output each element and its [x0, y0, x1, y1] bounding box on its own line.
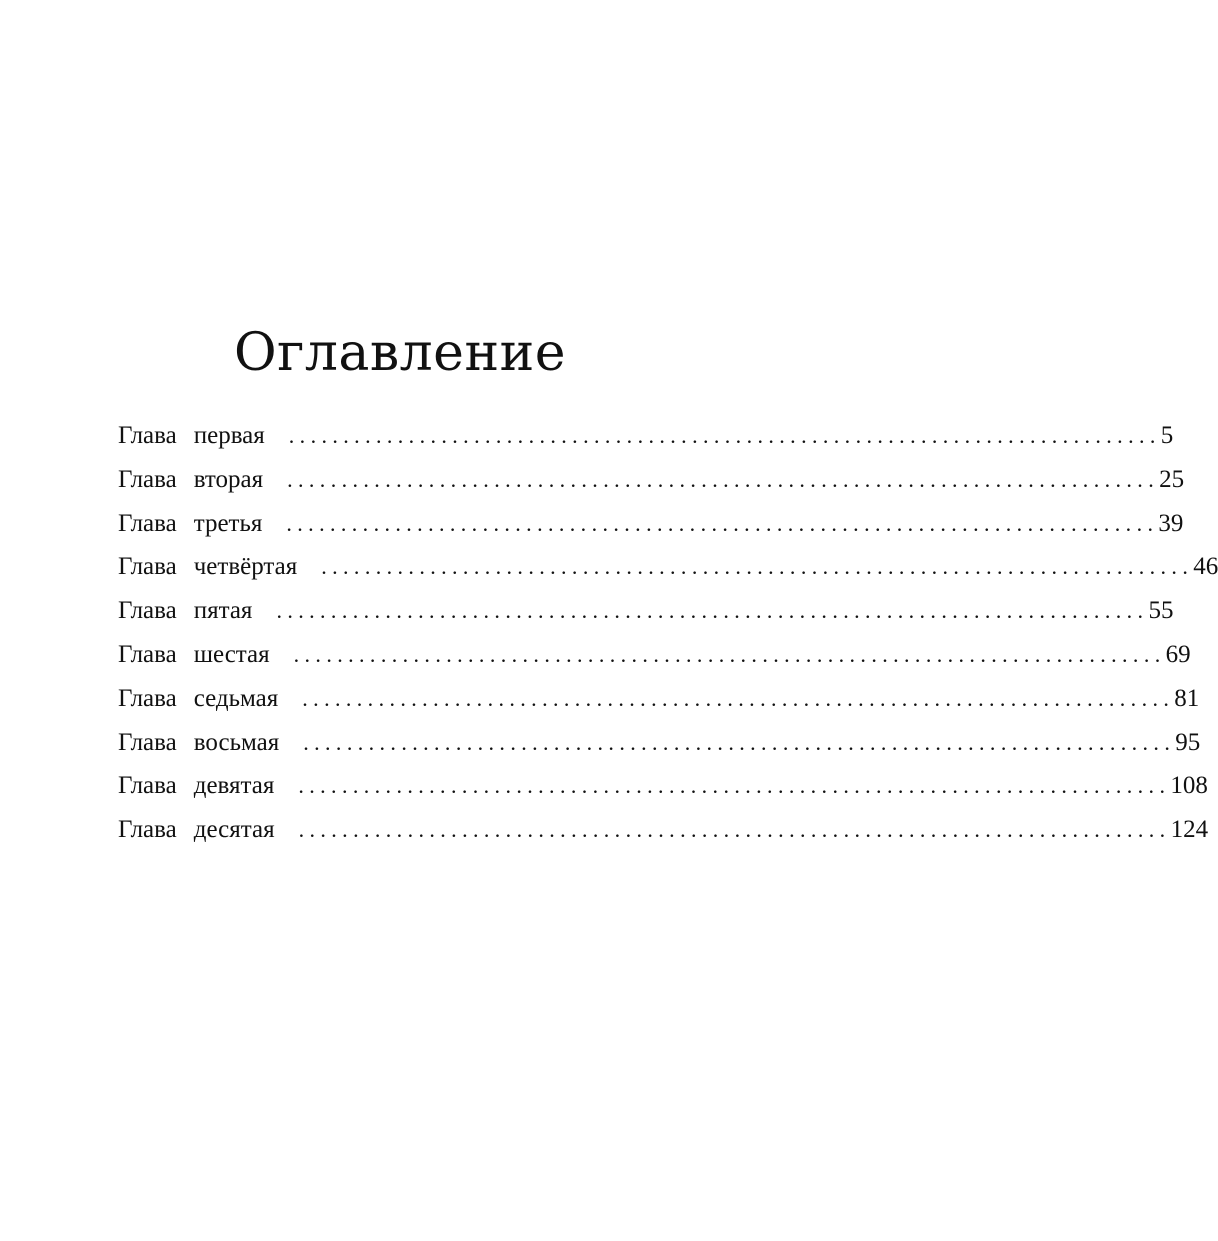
toc-chapter-word: Глава: [118, 728, 177, 756]
toc-chapter-ordinal: первая: [193, 422, 265, 449]
toc-chapter-ordinal: четвёртая: [193, 553, 298, 581]
toc-chapter-word: Глава: [118, 684, 177, 712]
toc-chapter-word: Глава: [118, 640, 177, 668]
toc-dot-leader: ................................................................................: [321, 554, 1194, 580]
toc-chapter-ordinal: вторая: [193, 465, 264, 493]
toc-chapter-word: Глава: [118, 553, 177, 581]
toc-chapter-ordinal: пятая: [193, 597, 253, 625]
toc-dot-leader: ................................................................................: [286, 510, 1159, 536]
toc-chapter-word: Глава: [118, 422, 177, 449]
toc-page-number: 25: [1159, 465, 1185, 493]
toc-entry: [118, 502, 1184, 546]
toc-entry: [118, 721, 1201, 765]
toc-chapter-word: Глава: [118, 509, 177, 537]
toc-dot-leader: ................................................................................: [298, 773, 1171, 799]
toc-dot-leader: ................................................................................: [293, 641, 1166, 667]
toc-page-number: 55: [1148, 597, 1174, 625]
toc-entry: [118, 764, 1208, 808]
toc-chapter-ordinal: девятая: [193, 772, 275, 800]
toc-page-number: 81: [1174, 684, 1200, 712]
toc-entry: [118, 458, 1185, 502]
toc-chapter-ordinal: третья: [193, 509, 263, 537]
table-of-contents: [118, 414, 1218, 852]
toc-entry: [118, 677, 1200, 721]
toc-dot-leader: ................................................................................: [303, 729, 1176, 755]
toc-page-number: 108: [1170, 772, 1208, 800]
toc-chapter-ordinal: седьмая: [193, 684, 279, 712]
toc-chapter-ordinal: шестая: [193, 640, 270, 668]
toc-chapter-ordinal: восьмая: [193, 728, 280, 756]
toc-page-number: 69: [1165, 640, 1191, 668]
toc-chapter-word: Глава: [118, 816, 177, 844]
toc-page-number: 39: [1158, 509, 1184, 537]
toc-entry: [118, 633, 1191, 677]
toc-page-number: 5: [1160, 422, 1174, 449]
page-title: Оглавление: [233, 323, 567, 383]
toc-entry: [118, 808, 1209, 852]
toc-dot-leader: ................................................................................: [276, 598, 1149, 624]
toc-page-number: 95: [1175, 728, 1201, 756]
toc-entry: [118, 414, 1174, 458]
toc-dot-leader: ................................................................................: [298, 817, 1171, 843]
toc-page-number: 124: [1170, 816, 1209, 844]
toc-entry: [118, 589, 1174, 633]
toc-dot-leader: ................................................................................: [287, 466, 1160, 492]
toc-entry: [118, 545, 1218, 589]
toc-chapter-word: Глава: [118, 772, 177, 800]
toc-dot-leader: ................................................................................: [302, 685, 1175, 711]
toc-chapter-word: Глава: [118, 465, 177, 493]
toc-chapter-word: Глава: [118, 597, 177, 625]
toc-chapter-ordinal: десятая: [193, 816, 275, 844]
toc-page-number: 46: [1193, 553, 1218, 581]
toc-dot-leader: ................................................................................: [288, 423, 1161, 448]
